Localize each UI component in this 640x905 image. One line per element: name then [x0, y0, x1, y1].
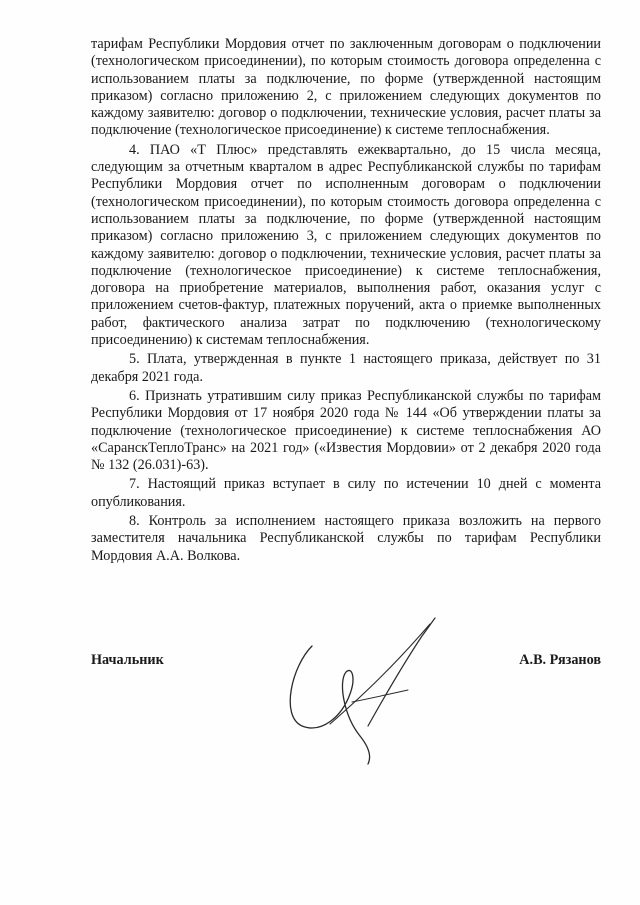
paragraph-continuation: тарифам Республики Мордовия отчет по заключенным договорам о подключении (технологическом присоединении), по которым стоимость договора определенна с использованием платы за подключение, по форме (утвержденной настоящим приказом) согласно приложению 2, с приложением следующих документов по каждому заявителю: договор о подключении, технические условия, расчет платы за подключение (технологическое присоединение) к системе теплоснабжения.: [91, 36, 601, 139]
document-body: [91, 36, 601, 565]
signature-name: А.В. Рязанов: [519, 652, 601, 668]
signature-title: Начальник: [91, 652, 164, 668]
paragraph-item-7: 7. Настоящий приказ вступает в силу по истечении 10 дней с момента опубликования.: [91, 476, 601, 510]
handwritten-signature: [272, 606, 447, 771]
paragraph-item-8: 8. Контроль за исполнением настоящего приказа возложить на первого заместителя начальника Республиканской службы по тарифам Республики Мордовия А.А. Волкова.: [91, 513, 601, 564]
signature-row: [91, 652, 601, 672]
paragraph-item-5: 5. Плата, утвержденная в пункте 1 настоящего приказа, действует по 31 декабря 2021 года.: [91, 351, 601, 385]
paragraph-item-6: 6. Признать утратившим силу приказ Республиканской службы по тарифам Республики Мордовия от 17 ноября 2020 года № 144 «Об утверждении платы за подключение (технологическое присоединение) к системе теплоснабжения АО «СаранскТеплоТранс» на 2021 год» («Известия Мордовии» от 2 декабря 2020 года № 132 (26.031)-63).: [91, 387, 601, 474]
paragraph-item-4: 4. ПАО «Т Плюс» представлять ежеквартально, до 15 числа месяца, следующим за отчетным кварталом в адрес Республиканской службы по тарифам Республики Мордовия отчет по исполненным договорам о подключении (технологическом присоединении), по которым стоимость договора определенна с использованием платы за подключение, по форме (утвержденной настоящим приказом) согласно приложению 3, с приложением следующих документов по каждому заявителю: договор о подключении, технические условия, расчет платы за подключение (технологическое присоединение) к системе теплоснабжения, договора на приобретение материалов, выполнения работ, оказания услуг с приложением счетов-фактур, платежных поручений, акта о приемке выполненных работ, фактического анализа затрат по подключению (технологическому присоединению) к системам теплоснабжения.: [91, 141, 601, 349]
